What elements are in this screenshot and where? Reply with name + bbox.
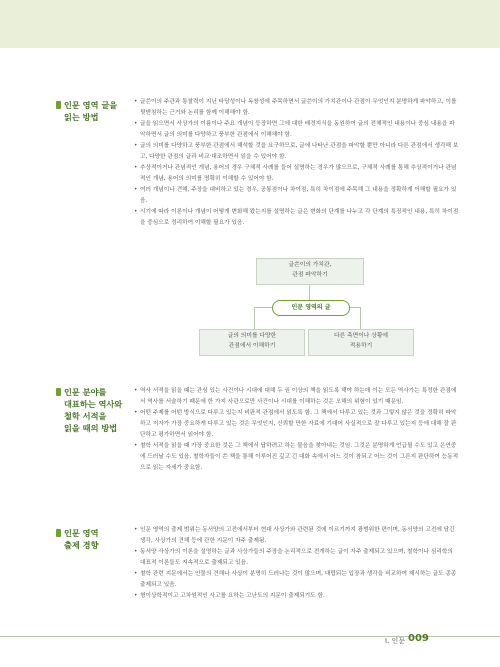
concept-diagram	[190, 254, 430, 364]
section-title: 인문 영역 글을 읽는 방법	[56, 99, 130, 123]
diagram-box-left: 글의 의미를 다양한 관점에서 이해하기	[199, 329, 305, 356]
header-band	[0, 0, 500, 48]
section-marker-icon	[56, 529, 61, 537]
list-item: • 글쓴이의 주관과 통찰력이 지닌 타당성이나 독창성에 주목하면서 글쓴이의 가치관이나 관점이 무엇인지 분명하게 파악하고, 이를 뒷받침하는 근거와 논리를 함께 이해해야 함.	[134, 97, 459, 119]
footer-section-label: I. 인문	[385, 637, 406, 645]
bullet-list	[134, 525, 459, 602]
list-item: • 어떤 주제를 어떤 방식으로 다루고 있는지 비판적 관점에서 읽도록 함. 그 책에서 다루고 있는 것과 그렇지 않은 것을 정확히 파악하고 저자가 가장 중요하게 다루고 있는 것은 무엇인지, 신뢰할 만한 자료에 기대어 사실적으로 잘 다루고 있는지 등에 대해 잘 판단하고 평가하면서 읽어야 함.	[134, 408, 459, 441]
list-item: • 추상적이거나 관념적인 개념, 용어의 경우 구체적 사례를 들어 설명하는 경우가 많으므로, 구체적 사례를 통해 추상적이거나 관념적인 개념, 용어의 의미를 명확히 이해할 수 있어야 함.	[134, 163, 459, 185]
section-marker-icon	[56, 388, 61, 396]
list-item: • 동서양 사상가의 이론을 설명하는 글과 사상가들의 주장을 논리적으로 전개하는 글이 자주 출제되고 있으며, 철학이나 심리학의 대표적 이론들도 지속적으로 출제되고 있음.	[134, 547, 459, 569]
connector-line	[254, 307, 255, 329]
list-item: • 시기에 따라 이론이나 개념이 어떻게 변화해 왔는지를 설명하는 글은 변화의 단계를 나누고 각 단계의 특징적인 내용, 특히 차이점을 중심으로 정리하여 이해할 필요가 있음.	[134, 207, 459, 229]
section-title: 인문 분야를 대표하는 역사와 철학 서적을 읽을 때의 방법	[56, 386, 130, 434]
list-item: • 철학 관련 지문에서는 인물의 견해나 사상이 분명히 드러나는 것이 많으며, 대립되는 입장과 생각을 비교하여 제시하는 글도 종종 출제되고 있음.	[134, 569, 459, 591]
list-item: • 글의 의미를 다양하고 풍부한 관점에서 해석할 것을 요구하므로, 글에 나타난 관점을 파악할 뿐만 아니라 다른 관점에서 생각해 보고, 다양한 관점의 글과 비교·대조하면서 읽을 수 있어야 함.	[134, 141, 459, 163]
list-item: • 철학 서적을 읽을 때 가장 중요한 것은 그 책에서 답하려고 하는 물음을 찾아내는 것임. 그것은 분명하게 언급될 수도 있고 은연중에 드러날 수도 있음. 철학자들이 쓴 책을 통해 이루어진 깊고 긴 대화 속에서 어느 것이 참되고 어느 것이 그른지 판단하여 능동적으로 읽는 자세가 중요함.	[134, 441, 459, 474]
bullet-list	[134, 386, 459, 474]
diagram-center-node: 인문 영역의 글	[272, 300, 350, 316]
connector-line	[360, 307, 361, 329]
list-item: • 여러 개념이나 견해, 주장을 대비하고 있는 경우, 공통점이나 차이점, 특히 차이점에 주목해 그 내용을 정확하게 이해할 필요가 있음.	[134, 185, 459, 207]
list-item: • 역사 서적을 읽을 때는 관심 있는 사건이나 시대에 대해 두 권 이상의 책을 읽도록 해야 하는데 이는 모든 역사가는 특정한 관점에서 역사를 서술하기 때문에 한 가지 사관으로만 사건이나 시대를 이해하는 것은 오해의 위험이 있기 때문임.	[134, 386, 459, 408]
list-item: • 형이상학적이고 고차원적인 사고를 요하는 고난도의 지문이 출제되기도 함.	[134, 591, 459, 602]
section-title: 인문 영역 출제 경향	[56, 527, 130, 551]
diagram-box-right: 다른 측면이나 상황에 적용하기	[308, 329, 414, 356]
page-number: 009	[408, 633, 429, 644]
list-item: • 글을 읽으면서 사상가의 이름이나 주요 개념이 등장하면 그에 대한 배경지식을 동원하여 글의 전체적인 내용이나 중심 내용을 파악하면서 글의 의미를 다양하고 풍부한 관점에서 이해해야 함.	[134, 119, 459, 141]
connector-line	[309, 284, 310, 300]
bullet-list	[134, 97, 459, 229]
list-item: • 인문 영역의 출제 범위는 동서양의 고전에서부터 현대 사상가와 관련된 것에 이르기까지 광범위한 편이며, 동서양의 고전에 담긴 생각, 사상가의 견해 등에 관한 지문이 자주 출제됨.	[134, 525, 459, 547]
diagram-box-top: 글쓴이의 가치관, 관점 파악하기	[256, 258, 364, 285]
section-marker-icon	[56, 101, 61, 109]
